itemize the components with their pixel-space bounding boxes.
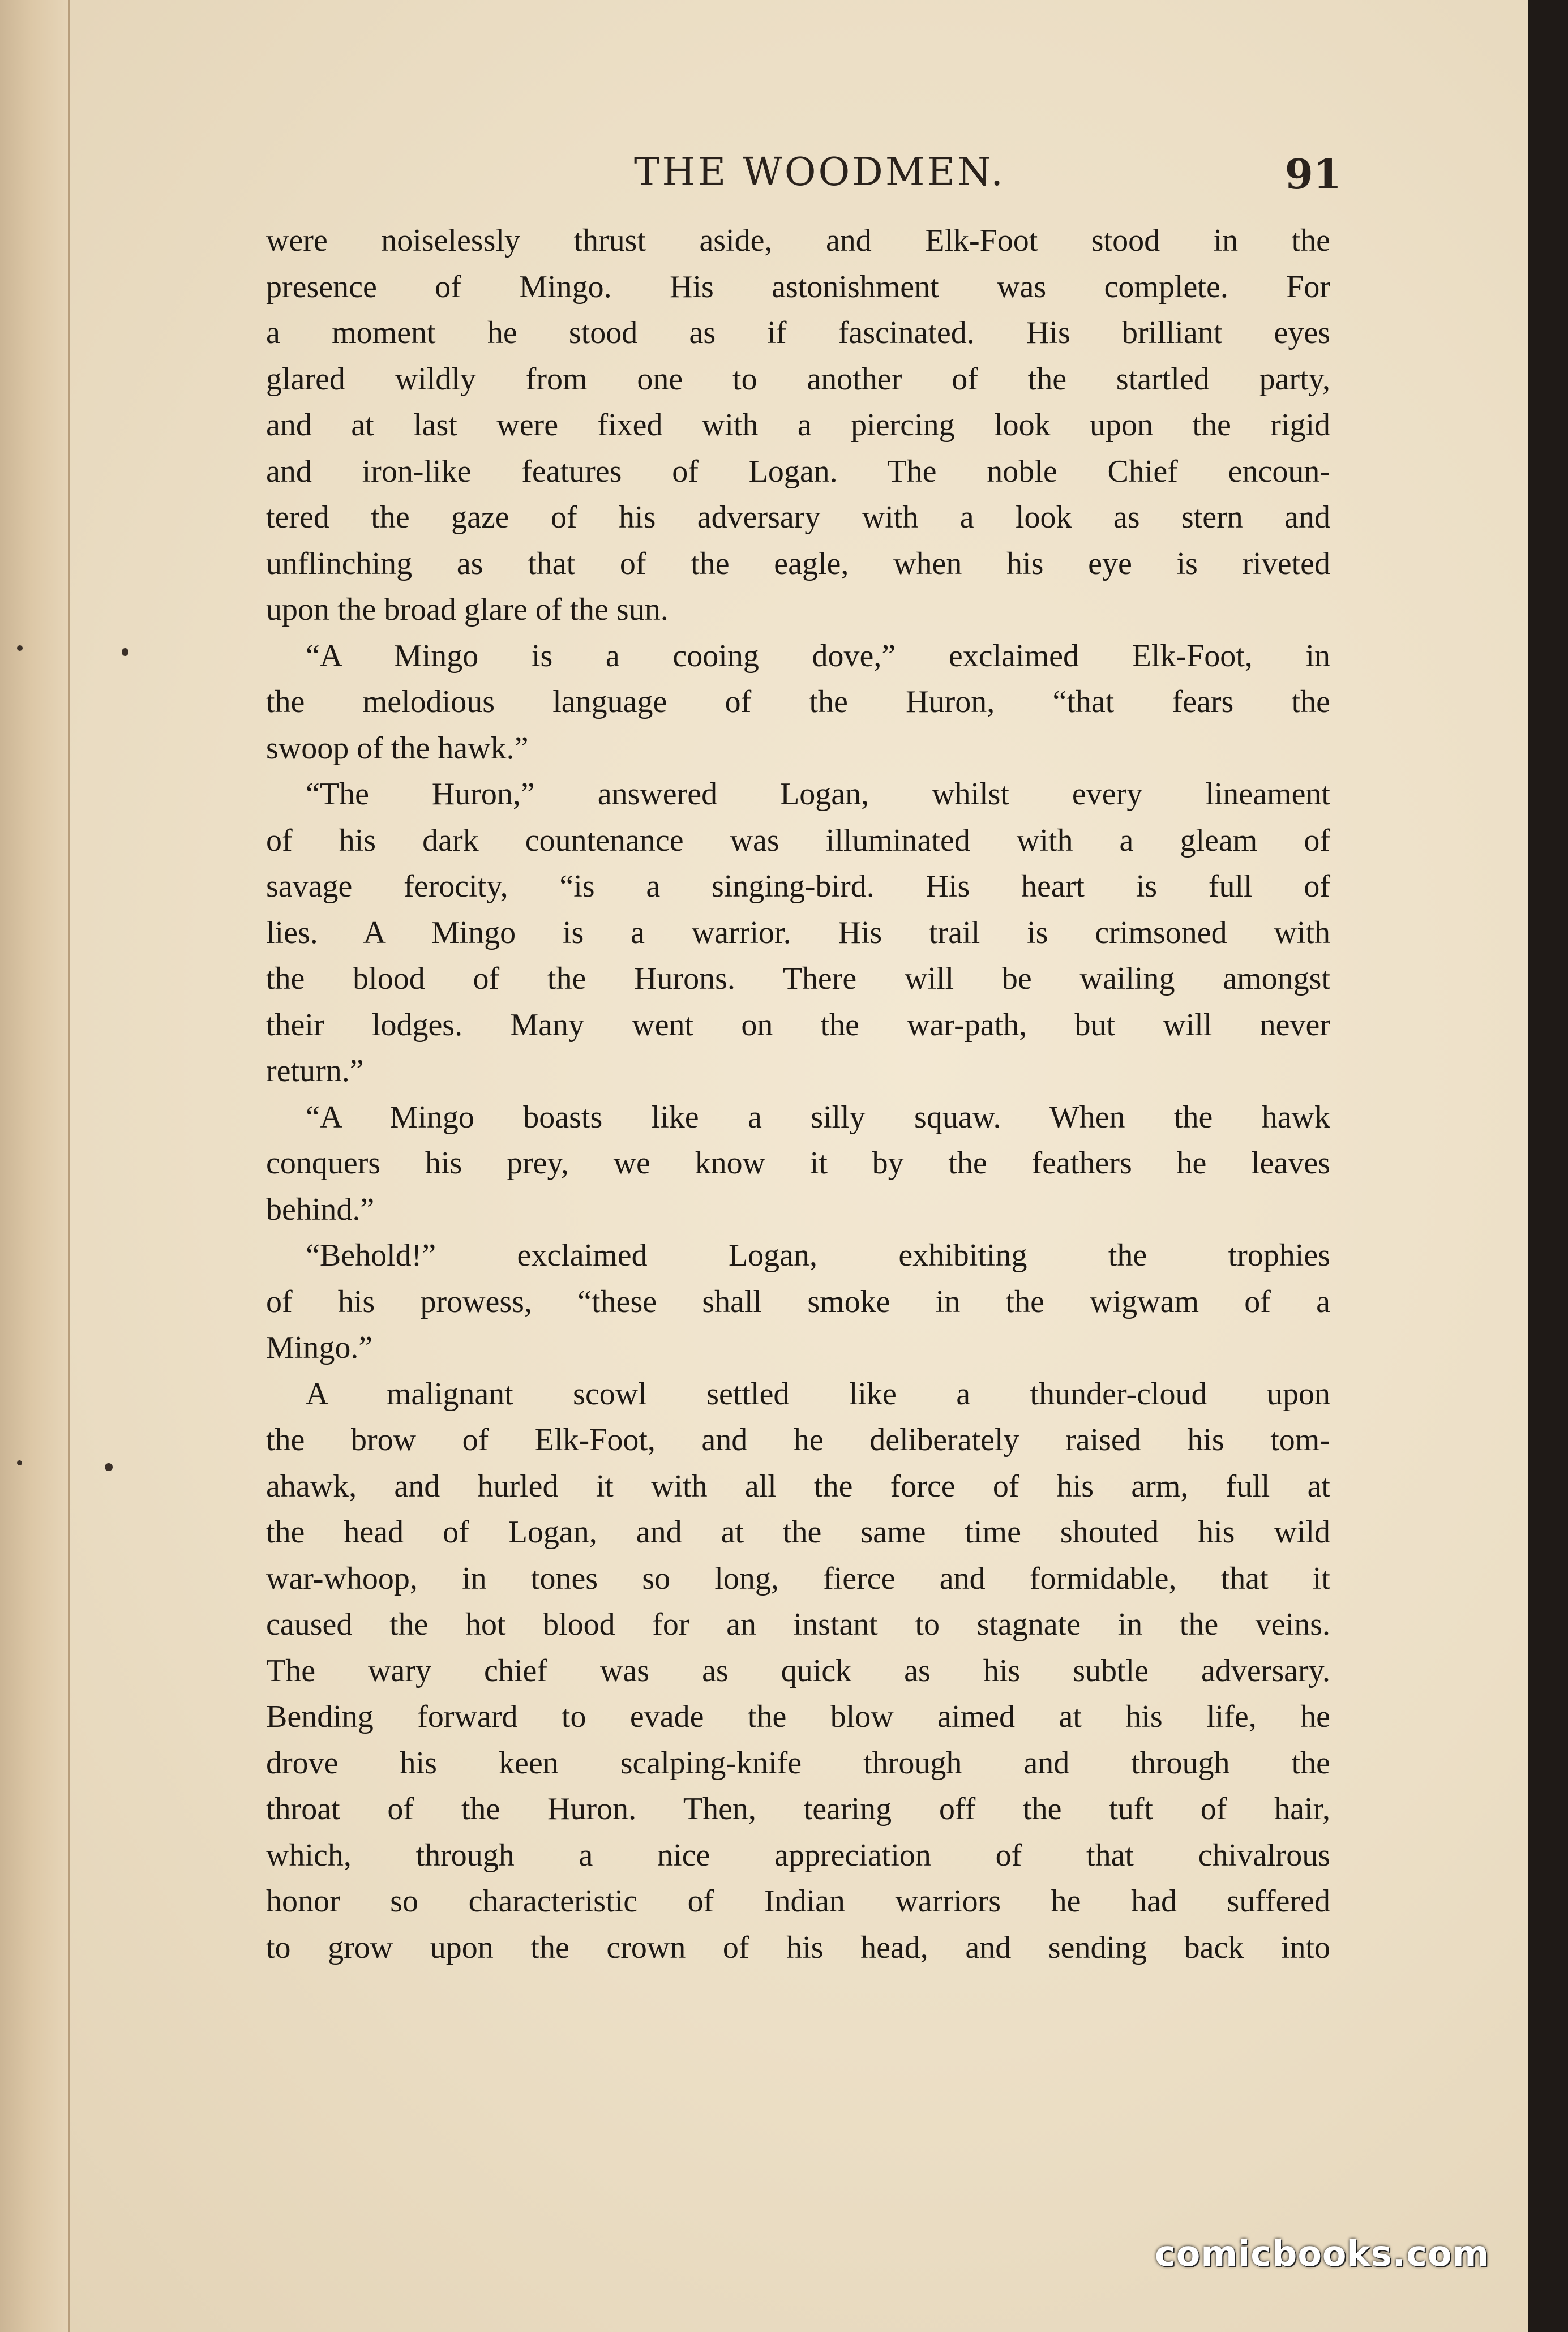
text-line: of his prowess, “these shall smoke in the wigwam of a (266, 1284, 1330, 1319)
ink-speck (105, 1463, 113, 1471)
text-line: and at last were fixed with a piercing look upon the rigid (266, 408, 1330, 443)
text-line: presence of Mingo. His astonishment was complete. For (266, 269, 1330, 305)
text-line: return.” (266, 1053, 364, 1088)
text-line: savage ferocity, “is a singing-bird. His heart is full of (266, 869, 1330, 904)
text-line: war-whoop, in tones so long, fierce and formidable, that it (266, 1561, 1330, 1596)
text-line: the brow of Elk-Foot, and he deliberately raised his tom- (266, 1422, 1330, 1458)
body-text (266, 218, 1330, 1971)
text-line: “The Huron,” answered Logan, whilst every lineament (306, 777, 1330, 812)
text-line: “Behold!” exclaimed Logan, exhibiting the trophies (306, 1238, 1330, 1273)
text-line: of his dark countenance was illuminated with a gleam of (266, 822, 1330, 858)
text-line: Mingo.” (266, 1330, 373, 1365)
text-line: which, through a nice appreciation of that chivalrous (266, 1837, 1330, 1873)
text-line: were noiselessly thrust aside, and Elk-Foot stood in the (266, 223, 1330, 258)
text-line: “A Mingo boasts like a silly squaw. When the hawk (306, 1099, 1330, 1135)
text-line: throat of the Huron. Then, tearing off the tuft of hair, (266, 1791, 1330, 1827)
text-line: A malignant scowl settled like a thunder-cloud upon (306, 1376, 1330, 1412)
text-line: drove his keen scalping-knife through and through the (266, 1745, 1330, 1781)
text-line: behind.” (266, 1191, 375, 1227)
text-line: glared wildly from one to another of the startled party, (266, 361, 1330, 397)
text-line: upon the broad glare of the sun. (266, 592, 669, 627)
text-line: swoop of the hawk.” (266, 730, 529, 766)
text-line: The wary chief was as quick as his subtle adversary. (266, 1653, 1330, 1688)
page-gutter (0, 0, 70, 2332)
text-line: caused the hot blood for an instant to stagnate in the veins. (266, 1607, 1330, 1642)
site-watermark: comicbooks.com (1155, 2233, 1490, 2274)
text-line: unflinching as that of the eagle, when his eye is riveted (266, 546, 1330, 581)
text-line: their lodges. Many went on the war-path, but will never (266, 1007, 1330, 1043)
text-line: a moment he stood as if fascinated. His brilliant eyes (266, 315, 1330, 350)
text-line: honor so characteristic of Indian warriors he had suffered (266, 1884, 1330, 1919)
running-title: THE WOODMEN. (634, 150, 1005, 195)
text-line: ahawk, and hurled it with all the force of his arm, full at (266, 1468, 1330, 1504)
text-line: the head of Logan, and at the same time shouted his wild (266, 1515, 1330, 1550)
text-line: conquers his prey, we know it by the feathers he leaves (266, 1146, 1330, 1181)
text-line: tered the gaze of his adversary with a look as stern and (266, 500, 1330, 535)
text-line: and iron-like features of Logan. The noble Chief encoun- (266, 453, 1330, 489)
page-number: 91 (1284, 150, 1342, 198)
text-line: “A Mingo is a cooing dove,” exclaimed Elk-Foot, in (306, 638, 1330, 674)
text-line: to grow upon the crown of his head, and sending back into (266, 1930, 1330, 1965)
text-line: Bending forward to evade the blow aimed at his life, he (266, 1699, 1330, 1734)
page-header (266, 150, 1342, 212)
text-line: lies. A Mingo is a warrior. His trail is crimsoned with (266, 915, 1330, 950)
ink-speck (17, 1460, 22, 1465)
ink-speck (17, 645, 23, 651)
book-edge (1528, 0, 1568, 2332)
text-line: the melodious language of the Huron, “that fears the (266, 684, 1330, 719)
text-line: the blood of the Hurons. There will be wailing amongst (266, 961, 1330, 996)
ink-speck (122, 648, 128, 656)
